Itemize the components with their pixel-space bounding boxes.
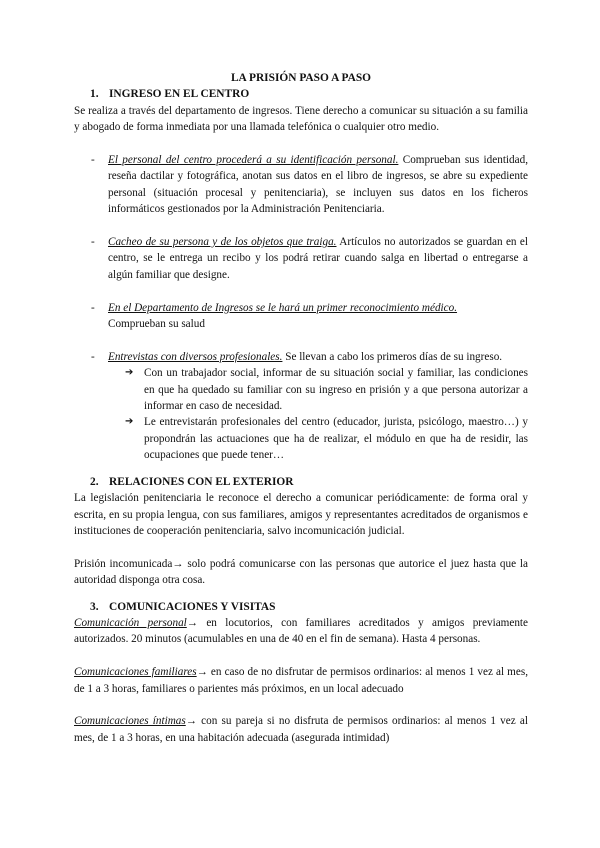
sub-bullet-item: [74, 365, 528, 414]
bullet-text: Se llevan a cabo los primeros días de su ingreso.: [282, 350, 503, 363]
bullet-lead: Entrevistas con diversos profesionales.: [108, 350, 283, 363]
item-lead: Comunicación personal: [74, 616, 187, 629]
section-2-paragraph: La legislación penitenciaria le reconoce el derecho a comunicar periódicamente: de forma oral y escrita, en su propia lengua, con sus familiares, amigos y representantes acreditados de organismos e instituciones de cooperación penitenciaria, salvo incomunicación judicial.: [74, 492, 528, 537]
section-title: INGRESO EN EL CENTRO: [109, 88, 250, 101]
item-lead: Comunicaciones íntimas: [74, 715, 186, 728]
bullet-item: [74, 349, 528, 365]
bullet-item: [74, 300, 528, 333]
section-2-paragraph: Prisión incomunicada→ solo podrá comunicarse con las personas que autorice el juez hasta que la autoridad disponga otra cosa.: [74, 557, 528, 587]
bullet-text: Artículos no autorizados se guardan en el centro, se le entrega un recibo y los podrá retirar cuando salga en libertad o entregarse a algún familiar que designe.: [108, 236, 528, 281]
section-number: 3.: [90, 600, 99, 613]
bullet-lead: El personal del centro procederá a su identificación personal.: [108, 154, 399, 167]
dash-marker: -: [91, 350, 95, 363]
section-2-heading: [74, 474, 528, 490]
item-text: → con su pareja si no disfruta de permisos ordinarios: al menos 1 vez al mes, de 1 a 3 horas, en una habitación adecuada (asegurada intimidad): [74, 715, 528, 744]
section-title: RELACIONES CON EL EXTERIOR: [109, 475, 294, 488]
bullet-lead: En el Departamento de Ingresos se le hará un primer reconocimiento médico.: [108, 301, 458, 314]
section-1-heading: [74, 86, 528, 102]
sub-bullet-text: Con un trabajador social, informar de su situación social y familiar, las condiciones en que ha quedado su familiar con su ingreso en prisión y a que persona autorizar a informar en caso de necesidad.: [144, 367, 528, 413]
communication-item: [74, 664, 528, 697]
arrow-icon: ➔: [125, 416, 134, 428]
section-number: 2.: [90, 475, 99, 488]
section-3-heading: [74, 599, 528, 615]
item-lead: Comunicaciones familiares: [74, 666, 197, 679]
item-text: → en caso de no disfrutar de permisos ordinarios: al menos 1 vez al mes, de 1 a 3 horas, familiares o parientes más próximos, en un local adecuado: [74, 666, 529, 695]
communication-item: [74, 615, 528, 648]
sub-bullet-text: Le entrevistarán profesionales del centro (educador, jurista, psicólogo, maestro…) y propondrán las actuaciones que ha de realizar, el módulo en que ha de residir, las ocupaciones que puede tener…: [144, 416, 528, 462]
bullet-item: [74, 152, 528, 218]
section-number: 1.: [90, 88, 99, 101]
section-1-intro: Se realiza a través del departamento de ingresos. Tiene derecho a comunicar su situación a su familia y abogado de forma inmediata por una llamada telefónica o cualquier otro medio.: [74, 104, 528, 134]
section-title: COMUNICACIONES Y VISITAS: [109, 600, 276, 613]
document-page: [74, 70, 528, 746]
dash-marker: -: [91, 301, 95, 314]
page-title: LA PRISIÓN PASO A PASO: [230, 72, 372, 84]
bullet-lead: Cacheo de su persona y de los objetos que traiga.: [108, 236, 337, 249]
bullet-text: Comprueban su salud: [108, 318, 205, 331]
arrow-icon: ➔: [125, 367, 134, 379]
sub-bullet-item: [74, 414, 528, 463]
bullet-item: [74, 234, 528, 283]
dash-marker: -: [91, 236, 95, 249]
dash-marker: -: [91, 154, 95, 167]
communication-item: [74, 713, 528, 746]
bullet-text: Comprueban sus identidad, reseña dactilar y fotográfica, anotan sus datos en el libro de ingresos, se abre su expediente personal (situación procesal y penitenciaria), se incluyen sus datos en los ficheros informáticos gestionados por la Administración Penitenciaria.: [108, 154, 528, 216]
item-text: → en locutorios, con familiares acreditados y amigos previamente autorizados. 20 minutos (acumulables en una de 40 en el fin de semana). Hasta 4 personas.: [74, 616, 528, 646]
